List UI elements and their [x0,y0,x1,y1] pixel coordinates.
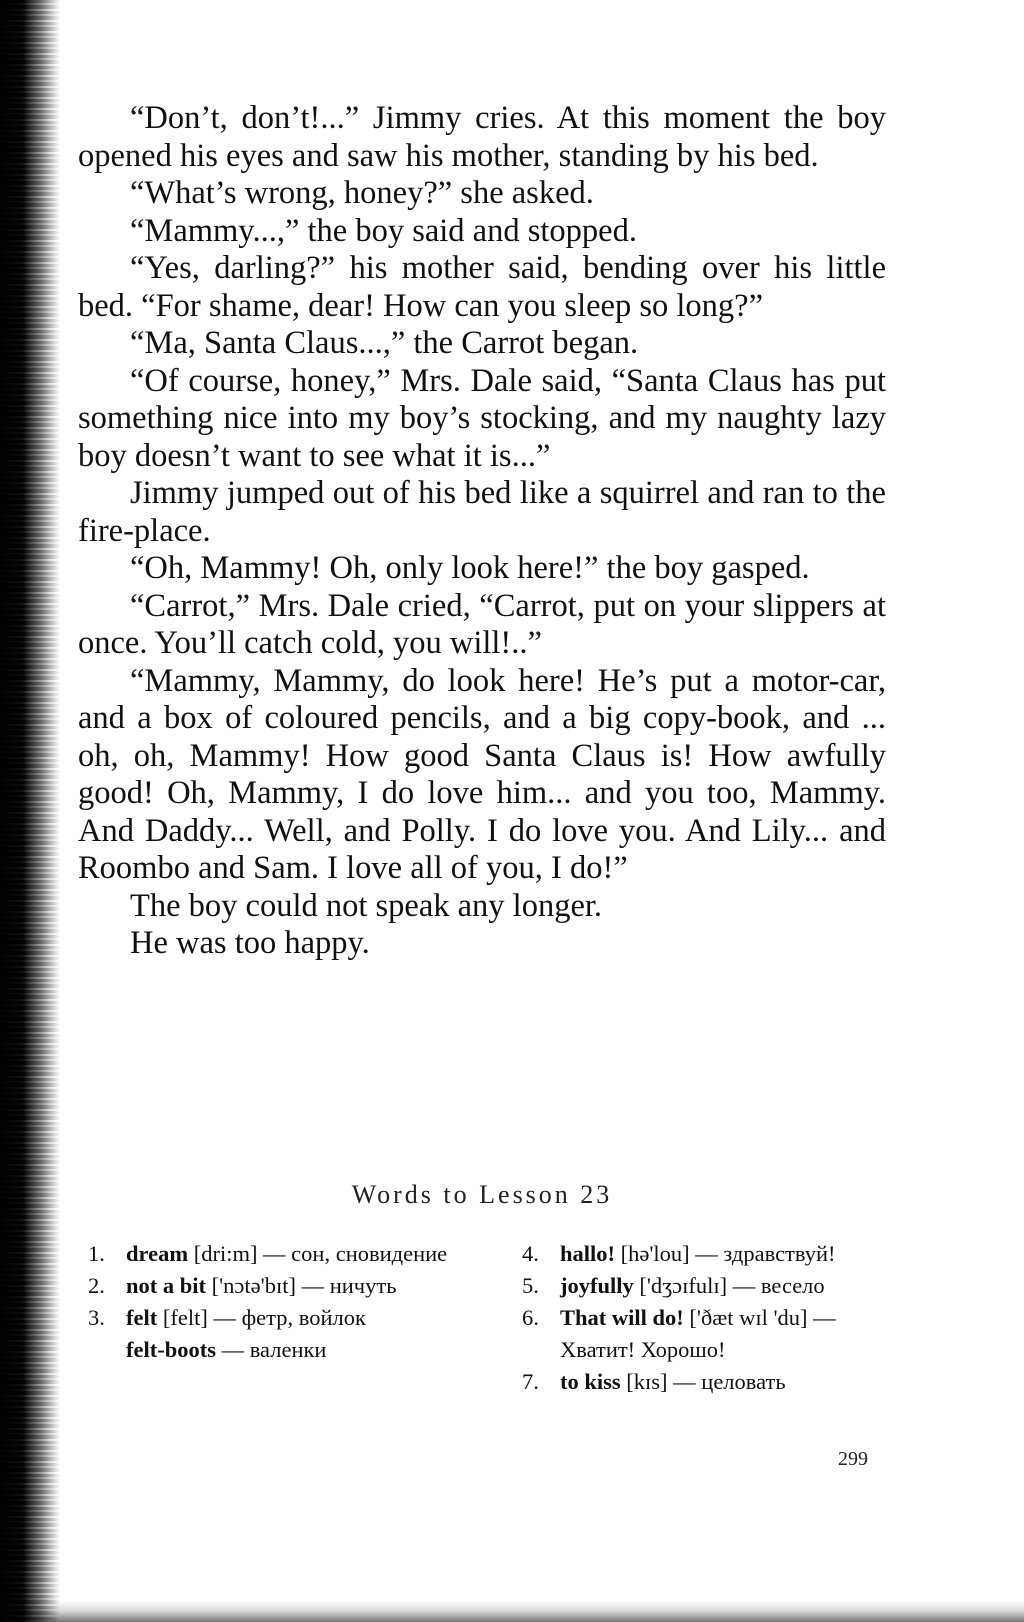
story-text [78,100,886,963]
vocabulary-column-right [522,1238,898,1398]
vocab-definition: [dri:m] — сон, сновидение [188,1241,448,1266]
vocab-number: 4. [522,1241,539,1266]
story-paragraph: “Mammy...,” the boy said and stopped. [130,212,637,249]
vocab-word: dream [126,1241,189,1266]
vocab-definition: ['ðæt wɪl 'du] — Хватит! Хорошо! [560,1305,836,1362]
vocab-word: joyfully [560,1273,634,1298]
story-paragraph: “Carrot,” Mrs. Dale cried, “Carrot, put on your slippers at once. You’ll catch cold, you will!..” [78,587,886,661]
vocab-number: 6. [522,1305,539,1330]
vocab-subword: felt-boots [126,1337,216,1362]
vocab-number: 5. [522,1273,539,1298]
vocabulary-column-left [88,1238,488,1366]
vocab-entry [522,1366,898,1398]
vocabulary-title: Words to Lesson 23 [351,1180,613,1209]
story-paragraph: Jimmy jumped out of his bed like a squirrel and ran to the fire-place. [78,475,886,549]
vocab-definition: ['nɔtə'bɪt] — ничуть [206,1273,397,1298]
vocab-subentry [126,1334,488,1366]
vocab-word: felt [126,1305,158,1330]
story-paragraph: He was too happy. [130,925,370,961]
page-number: 299 [838,1448,868,1470]
vocab-number: 2. [88,1273,105,1298]
vocab-number: 7. [522,1369,539,1394]
vocab-number: 3. [88,1305,105,1330]
vocab-entry [88,1302,488,1366]
story-paragraph: “Yes, darling?” his mother said, bending over his little bed. “For shame, dear! How can you sleep so long?” [78,250,886,324]
vocab-word: to kiss [560,1369,621,1394]
story-paragraph: “What’s wrong, honey?” she asked. [130,175,594,211]
page-bottom-edge [0,1600,1024,1622]
vocab-entry [88,1238,488,1270]
vocab-entry [522,1302,898,1366]
book-spine-shadow [0,0,60,1622]
story-paragraph: “Oh, Mammy! Oh, only look here!” the boy gasped. [130,550,810,586]
vocab-number: 1. [88,1241,105,1266]
vocab-definition: ['dʒɔɪfulɪ] — весело [633,1273,825,1298]
story-paragraph: “Of course, honey,” Mrs. Dale said, “Santa Claus has put something nice into my boy’s stocking, and my naughty lazy boy doesn’t want to see what it is...” [78,362,886,474]
vocab-entry [522,1238,898,1270]
story-paragraph: “Mammy, Mammy, do look here! He’s put a motor-car, and a box of coloured pencils, and a big copy-book, and ... oh, oh, Mammy! How good Santa Claus is! How awfully good! Oh, Mammy, I do love him... and you too, Mammy. And Daddy... Well, and Polly. I do love you. And Lily... and Roombo and Sam. I love all of you, I do!” [78,662,886,886]
vocab-word: hallo! [560,1241,616,1266]
vocab-subdefinition: — валенки [215,1337,327,1362]
vocab-word: That will do! [560,1305,684,1330]
vocab-entry [522,1270,898,1302]
vocab-definition: [kɪs] — целовать [620,1369,786,1394]
vocab-definition: [hə'lou] — здравствуй! [615,1241,836,1266]
vocab-word: not a bit [126,1273,207,1298]
story-paragraph: “Ma, Santa Claus...,” the Carrot began. [130,325,639,361]
vocab-definition: [felt] — фетр, войлок [157,1305,366,1330]
story-paragraph: The boy could not speak any longer. [130,887,603,924]
vocab-entry [88,1270,488,1302]
story-paragraph: “Don’t, don’t!...” Jimmy cries. At this moment the boy opened his eyes and saw his mother, standing by his bed. [78,100,886,174]
